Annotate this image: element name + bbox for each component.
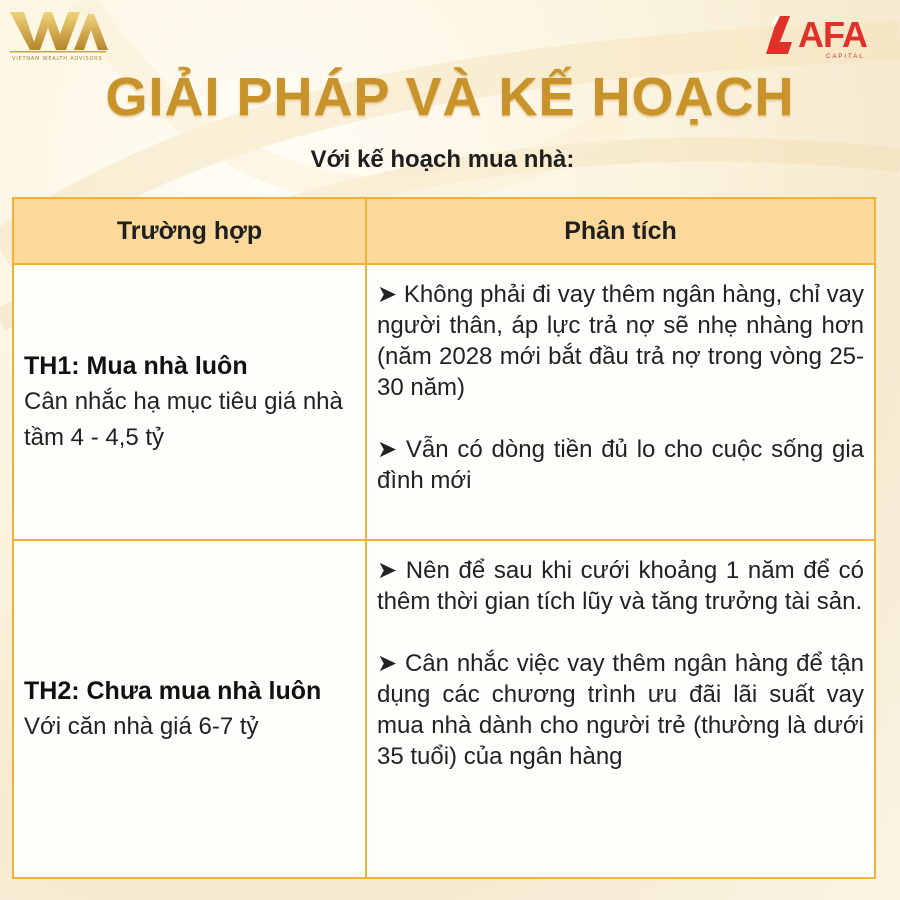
- table-row: [13, 264, 875, 540]
- afa-subtext: CAPITAL: [826, 54, 865, 60]
- page-title: GIẢI PHÁP VÀ KẾ HOẠCH: [105, 67, 795, 127]
- analysis-point: ➤ Không phải đi vay thêm ngân hàng, chỉ vay người thân, áp lực trả nợ sẽ nhẹ nhàng hơn (năm 2028 mới bắt đầu trả nợ trong vòng 25-30 năm): [377, 281, 864, 401]
- header-analysis: Phân tích: [366, 198, 875, 264]
- case-description: Cân nhắc hạ mục tiêu giá nhà tầm 4 - 4,5 tỷ: [24, 388, 343, 451]
- page-subtitle: Với kế hoạch mua nhà:: [310, 146, 575, 173]
- vwa-logo-icon: [8, 8, 108, 54]
- case-cell: [13, 264, 366, 540]
- table-row: [13, 540, 875, 878]
- afa-logo-icon: [762, 14, 802, 58]
- case-title: TH1: Mua nhà luôn: [24, 352, 248, 380]
- analysis-cell: [366, 540, 875, 878]
- afa-capital-logo: [762, 12, 882, 64]
- analysis-point: ➤ Vẫn có dòng tiền đủ lo cho cuộc sống gia đình mới: [377, 436, 864, 494]
- case-description: Với căn nhà giá 6-7 tỷ: [24, 713, 259, 740]
- afa-wordmark: AFA: [798, 14, 867, 55]
- table-header-row: [13, 198, 875, 264]
- case-cell: [13, 540, 366, 878]
- plan-table: [12, 197, 876, 879]
- case-title: TH2: Chưa mua nhà luôn: [24, 677, 322, 705]
- vwa-tagline: VIETNAM WEALTH ADVISORS: [12, 56, 103, 62]
- vwa-logo: [8, 8, 108, 64]
- analysis-cell: [366, 264, 875, 540]
- analysis-point: ➤ Nên để sau khi cưới khoảng 1 năm để có thêm thời gian tích lũy và tăng trưởng tài sản.: [377, 557, 864, 615]
- header-case: Trường hợp: [13, 198, 366, 264]
- analysis-point: ➤ Cân nhắc việc vay thêm ngân hàng để tận dụng các chương trình ưu đãi lãi suất vay mua nhà dành cho người trẻ (thường là dưới 35 tuổi) của ngân hàng: [377, 650, 864, 770]
